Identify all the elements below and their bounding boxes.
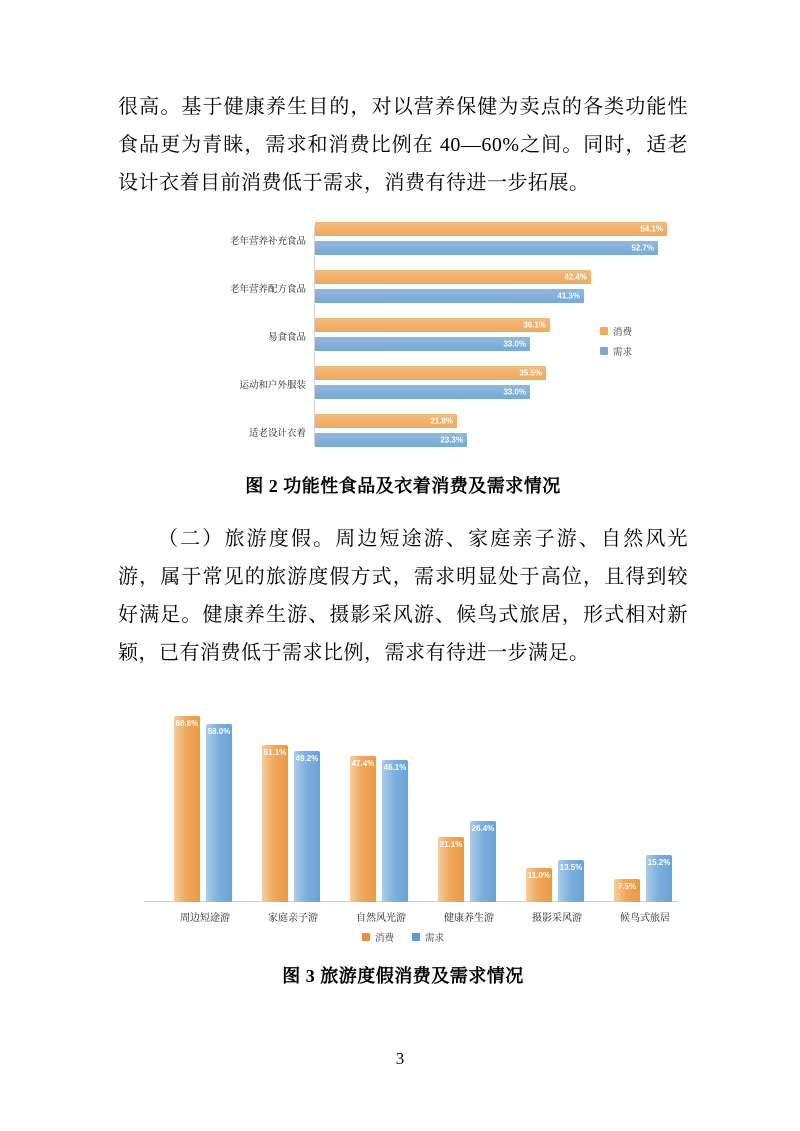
chart3-bar-demand	[646, 855, 672, 902]
chart2-value-label: 33.0%	[503, 387, 526, 397]
chart3-bar-consume	[174, 716, 200, 902]
chart3-legend	[118, 930, 688, 944]
chart3-category-label: 家庭亲子游	[268, 913, 318, 924]
chart2-value-label: 54.1%	[640, 224, 663, 234]
figure-2-caption: 图 2 功能性食品及衣着消费及需求情况	[245, 476, 561, 496]
chart3-group-3	[426, 702, 512, 902]
chart2-group-1	[118, 268, 688, 308]
chart3-group-1	[250, 702, 336, 902]
chart3-value-label: 60.6%	[175, 719, 199, 728]
chart2-category-label: 老年营养配方食品	[229, 284, 306, 295]
chart3-value-label: 49.2%	[295, 754, 319, 763]
figure-3-chart	[118, 686, 688, 946]
chart3-legend-label: 消费	[374, 933, 394, 944]
chart2-category-label: 易食食品	[267, 332, 306, 343]
chart2-value-label: 33.0%	[503, 339, 526, 349]
chart2-bar-consume	[315, 318, 550, 332]
legend-swatch-icon	[362, 933, 370, 941]
chart2-legend-item-demand	[600, 344, 632, 358]
chart3-bar-consume	[526, 868, 552, 902]
chart3-bar-demand	[470, 821, 496, 902]
chart2-bar-demand	[315, 433, 467, 447]
chart3-legend-item-consume	[362, 930, 394, 944]
chart3-category-label: 摄影采风游	[532, 913, 582, 924]
chart3-value-label: 26.4%	[471, 824, 495, 833]
chart2-value-label: 52.7%	[631, 243, 654, 253]
chart3-bar-consume	[438, 837, 464, 902]
chart3-value-label: 7.5%	[617, 882, 637, 891]
chart2-value-label: 23.3%	[440, 435, 463, 445]
chart2-bar-consume	[315, 270, 591, 284]
chart3-group-2	[338, 702, 424, 902]
figure-3-caption: 图 3 旅游度假消费及需求情况	[282, 966, 524, 986]
chart3-category-label: 候鸟式旅居	[620, 913, 670, 924]
chart2-value-label: 35.5%	[519, 368, 542, 378]
chart2-group-3	[118, 364, 688, 404]
legend-swatch-icon	[600, 327, 608, 335]
legend-swatch-icon	[412, 933, 420, 941]
chart3-group-5	[602, 702, 688, 902]
chart3-legend-label: 需求	[425, 933, 445, 944]
paragraph-2: （二）旅游度假。周边短途游、家庭亲子游、自然风光游，属于常见的旅游度假方式，需求明显处于高位，且得到较好满足。健康养生游、摄影采风游、候鸟式旅居，形式相对新颖，已有消费低于需求比例，需求有待进一步满足。	[118, 528, 688, 664]
legend-swatch-icon	[600, 347, 608, 355]
chart3-value-label: 46.1%	[383, 763, 407, 772]
chart3-group-0	[162, 702, 248, 902]
chart2-value-label: 21.8%	[430, 416, 453, 426]
paragraph-1: 很高。基于健康养生目的，对以营养保健为卖点的各类功能性食品更为青睐，需求和消费比例在 40—60%之间。同时，适老设计衣着目前消费低于需求，消费有待进一步拓展。	[118, 96, 688, 194]
chart2-bar-consume	[315, 414, 457, 428]
chart2-legend-item-consume	[600, 324, 632, 338]
chart2-bar-demand	[315, 241, 658, 255]
chart2-group-0	[118, 220, 688, 260]
chart3-category-label: 周边短途游	[180, 913, 230, 924]
chart3-value-label: 13.5%	[559, 863, 583, 872]
chart2-category-label: 运动和户外服装	[239, 380, 306, 391]
chart3-bar-demand	[382, 760, 408, 902]
chart3-value-label: 11.0%	[527, 871, 551, 880]
page-content	[118, 88, 688, 988]
chart2-bar-demand	[315, 337, 530, 351]
page-number: 3	[395, 1049, 405, 1068]
chart2-legend-label: 消费	[612, 327, 632, 338]
chart3-bar-consume	[614, 879, 640, 902]
chart2-value-label: 36.1%	[523, 320, 546, 330]
chart2-value-label: 42.4%	[564, 272, 587, 282]
chart2-value-label: 41.3%	[557, 291, 580, 301]
chart3-value-label: 47.4%	[351, 759, 375, 768]
chart2-bar-demand	[315, 289, 584, 303]
chart2-group-4	[118, 412, 688, 452]
chart3-value-label: 15.2%	[647, 858, 671, 867]
chart2-bar-demand	[315, 385, 530, 399]
chart2-bar-consume	[315, 366, 546, 380]
chart3-value-label: 58.0%	[207, 727, 231, 736]
chart2-legend	[600, 324, 632, 364]
chart2-category-label: 适老设计衣着	[248, 428, 306, 439]
chart3-bar-consume	[350, 756, 376, 902]
chart2-bar-consume	[315, 222, 667, 236]
chart3-category-label: 健康养生游	[444, 913, 494, 924]
chart3-group-4	[514, 702, 600, 902]
chart3-legend-item-demand	[412, 930, 444, 944]
chart3-bar-demand	[558, 860, 584, 902]
chart2-category-label: 老年营养补充食品	[229, 236, 306, 247]
chart3-bar-consume	[262, 745, 288, 902]
chart3-bar-demand	[294, 751, 320, 902]
figure-2-chart	[118, 220, 688, 460]
chart3-bar-demand	[206, 724, 232, 902]
chart2-legend-label: 需求	[612, 347, 632, 358]
chart3-value-label: 51.1%	[263, 748, 287, 757]
chart3-value-label: 21.1%	[439, 840, 463, 849]
chart3-category-label: 自然风光游	[356, 913, 406, 924]
